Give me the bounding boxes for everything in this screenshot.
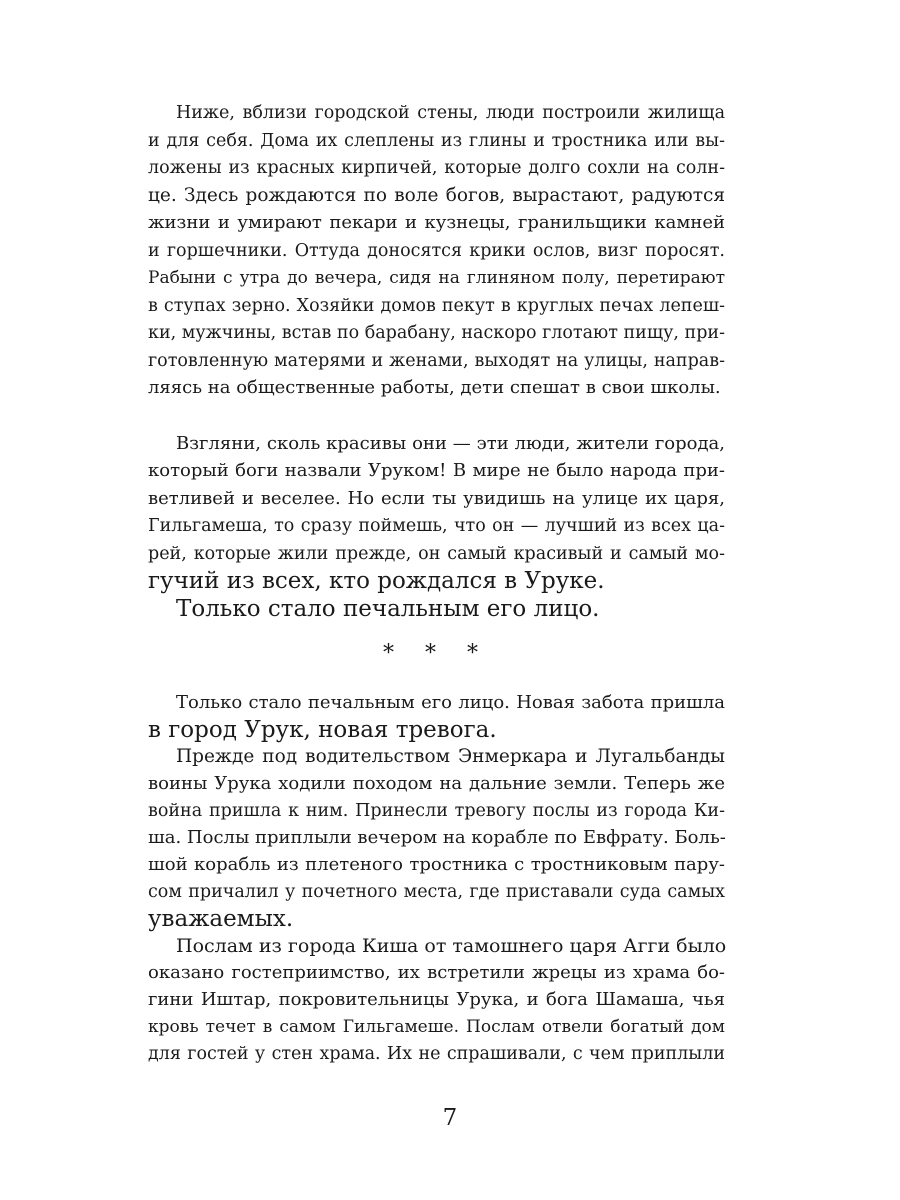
text-line: Гильгамеша, то сразу поймешь, что он — лучший из всех ца-	[148, 516, 725, 536]
text-line: Только стало печальным его лицо. Новая забота пришла	[176, 692, 725, 713]
text-line: Только стало печальным его лицо.	[176, 596, 600, 622]
text-line: жизни и умирают пекари и кузнецы, гранильщики камней	[148, 212, 725, 233]
text-line: рей, которые жили прежде, он самый красивый и самый мо-	[148, 544, 725, 564]
text-line: кровь течет в самом Гильгамеше. Послам отвели богатый дом	[148, 1017, 725, 1037]
text-line: це. Здесь рождаются по воле богов, вырастают, радуются	[148, 185, 725, 206]
text-line: и для себя. Дома их слеплены из глины и тростника или вы-	[148, 131, 725, 151]
text-line: ляясь на общественные работы, дети спешат в свои школы.	[148, 377, 721, 398]
text-line: оказано гостеприимство, их встретили жрецы из храма бо-	[148, 962, 725, 983]
text-line: Рабыни с утра до вечера, сидя на глиняном полу, перетирают	[148, 268, 725, 288]
section-separator: * * *	[383, 641, 490, 666]
text-line: для гостей у стен храма. Их не спрашивали, с чем приплыли	[148, 1044, 725, 1064]
text-line: ветливей и веселее. Но если ты увидишь на улице их царя,	[148, 488, 725, 509]
text-line: Прежде под водительством Энмеркара и Лугальбанды	[176, 746, 725, 767]
text-line: шой корабль из плетеного тростника с тростниковым пару-	[148, 854, 725, 875]
text-line: и горшечники. Оттуда доносятся крики ослов, визг поросят.	[148, 241, 725, 261]
text-line: ложены из красных кирпичей, которые долго сохли на солн-	[148, 158, 725, 178]
text-line: ки, мужчины, встав по барабану, наскоро глотают пищу, при-	[148, 323, 725, 343]
page-number: 7	[442, 1105, 458, 1131]
text-line: воины Урука ходили походом на дальние земли. Теперь же	[148, 773, 725, 794]
text-line: который боги назвали Уруком! В мире не было народа при-	[148, 460, 725, 481]
text-line: в город Урук, новая тревога.	[148, 717, 497, 743]
text-line: ша. Послы приплыли вечером на корабле по Евфрату. Боль-	[148, 827, 726, 848]
text-line: Послам из города Киша от тамошнего царя Агги было	[176, 935, 727, 957]
text-line: готовленную матерями и женами, выходят на улицы, направ-	[148, 351, 725, 371]
text-line: Ниже, вблизи городской стены, люди построили жилища	[176, 103, 725, 123]
text-line: уважаемых.	[148, 906, 294, 932]
text-line: Взгляни, сколь красивы они — эти люди, жители города,	[176, 433, 725, 454]
text-line: сом причалил у почетного места, где приставали суда самых	[148, 882, 725, 902]
text-line: гучий из всех, кто рождался в Уруке.	[148, 568, 605, 594]
text-line: гини Иштар, покровительницы Урука, и бога Шамаша, чья	[148, 989, 725, 1010]
text-line: война пришла к ним. Принесли тревогу послы из города Ки-	[148, 801, 725, 821]
text-line: в ступах зерно. Хозяйки домов пекут в круглых печах лепеш-	[148, 296, 725, 316]
